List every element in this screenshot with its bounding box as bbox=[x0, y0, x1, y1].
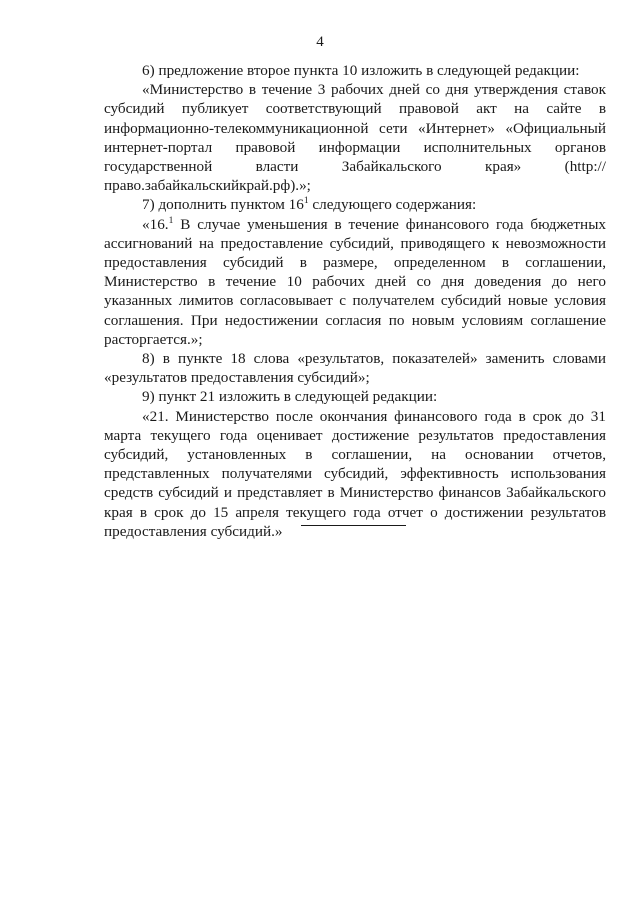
clause-text: В случае уменьшения в течение финансового года бюджетных ассигнований на предоставление субсидий, приводящего к невозможности предоставления субсидий в размере, определенном в соглашении, Министерство в течение 10 рабочих дней со дня доведения до него указанных лимитов согласовывает с получателем субсидий новые условия соглашения. При недостижении согласия по новым условиям соглашение расторгается.»; bbox=[104, 215, 606, 348]
paragraph-item-7-quote bbox=[104, 215, 606, 349]
superscript-index: 1 bbox=[303, 196, 309, 207]
page-number: 4 bbox=[316, 34, 324, 50]
paragraph-item-7 bbox=[104, 195, 606, 214]
closing-rule bbox=[301, 525, 406, 526]
clause-number: «16. bbox=[142, 215, 169, 233]
paragraph-item-7-text-end: следующего содержания: bbox=[308, 196, 477, 214]
paragraph-item-9-quote: «21. Министерство после окончания финансового года в срок до 31 марта текущего года оценивает достижение результатов предоставления субсидий, установленных в соглашении, на основании отчетов, представленных получателями субсидий, эффективность использования средств субсидий и представляет в Министерство финансов Забайкальского края в срок до 15 апреля текущего года отчет о достижении результатов предоставления субсидий.» bbox=[104, 407, 606, 540]
paragraph-item-8: 8) в пункте 18 слова «результатов, показателей» заменить словами «результатов предоставления субсидий»; bbox=[104, 350, 606, 387]
paragraph-item-9: 9) пункт 21 изложить в следующей редакции: bbox=[142, 388, 438, 406]
paragraph-item-6-quote: «Министерство в течение 3 рабочих дней со дня утверждения ставок субсидий публикует соответствующий правовой акт на сайте в информационно-телекоммуникационной сети «Интернет» «Официальный интернет-портал правовой информации исполнительных органов государственной власти Забайкальского края» (http://право.забайкальскийкрай.рф).»; bbox=[104, 81, 606, 195]
superscript-index: 1 bbox=[168, 215, 174, 226]
paragraph-item-6: 6) предложение второе пункта 10 изложить в следующей редакции: bbox=[142, 62, 580, 79]
document-body bbox=[104, 61, 606, 541]
paragraph-item-7-text: 7) дополнить пунктом 16 bbox=[142, 196, 304, 214]
